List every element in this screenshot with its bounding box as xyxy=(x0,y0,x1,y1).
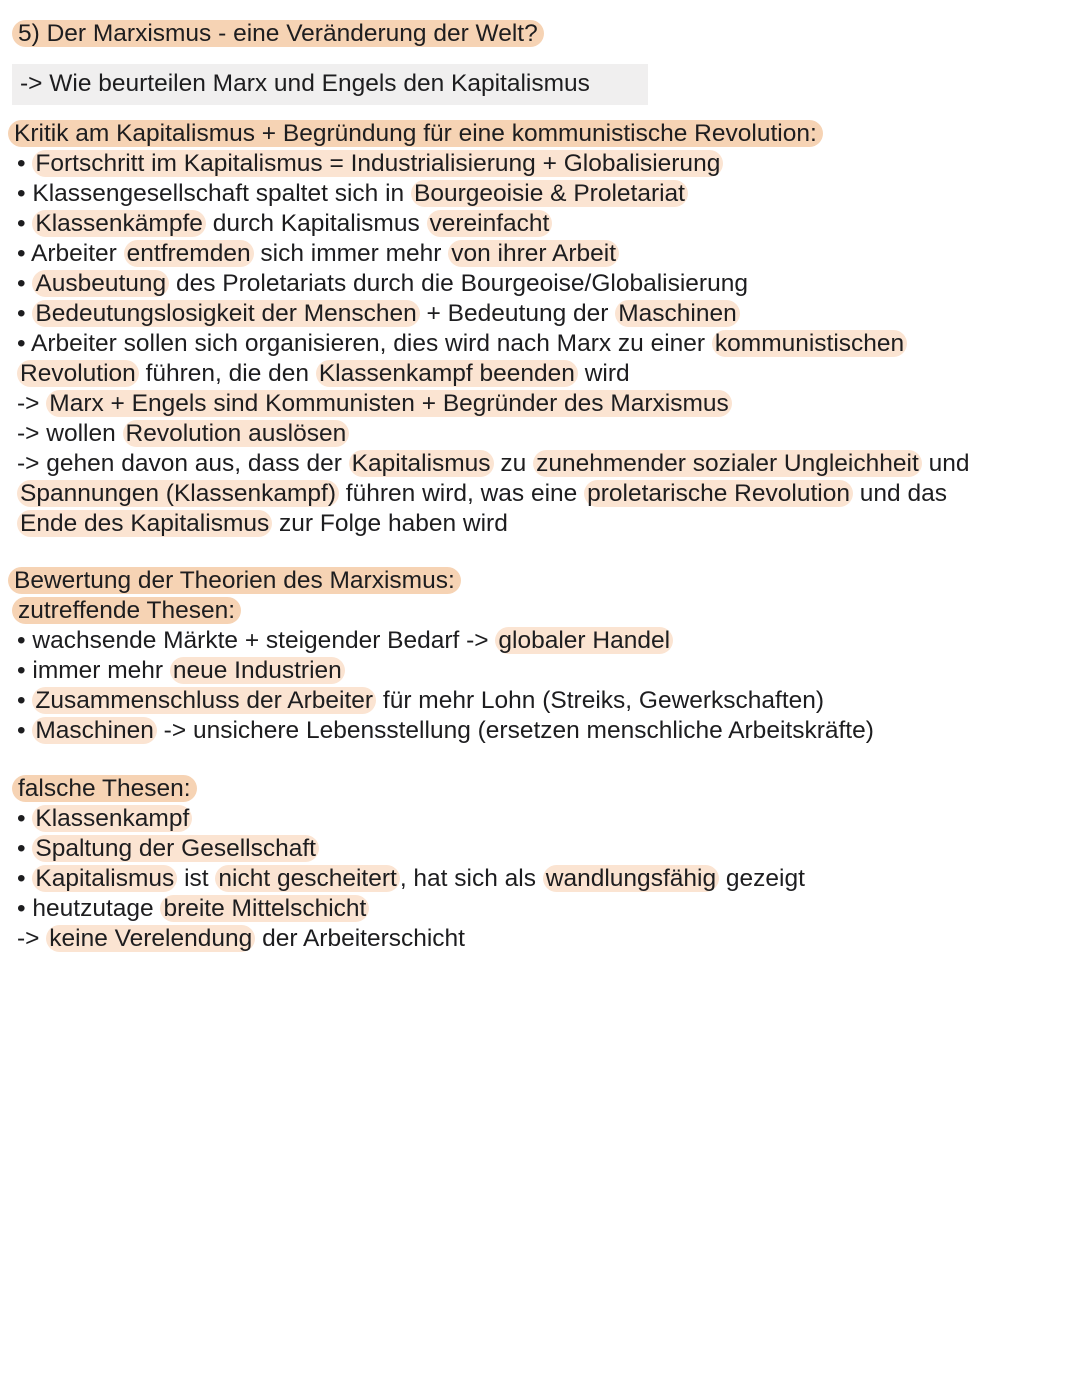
text-line xyxy=(17,329,907,359)
line-text: -> unsichere Lebensstellung (ersetzen menschliche Arbeitskräfte) xyxy=(156,717,874,744)
text-line xyxy=(17,359,630,389)
line-text: des Proletariats durch die Bourgeoise/Globalisierung xyxy=(169,270,748,297)
highlighted-text: Klassenkämpfe xyxy=(32,210,206,237)
highlighted-text: Kapitalismus xyxy=(32,865,177,892)
line-text: führen, die den xyxy=(138,360,316,387)
line-text: zu xyxy=(493,450,534,477)
line-text: • xyxy=(17,865,33,892)
text-line xyxy=(17,894,369,924)
section3-heading: falsche Thesen: xyxy=(12,775,197,802)
line-text: • xyxy=(17,150,33,177)
text-line xyxy=(17,479,947,509)
line-text: • wachsende Märkte + steigender Bedarf -> xyxy=(17,627,496,654)
line-text: • xyxy=(17,805,33,832)
highlighted-text: zunehmender sozialer Ungleichheit xyxy=(533,450,922,477)
line-text: , hat sich als xyxy=(399,865,543,892)
highlighted-text: neue Industrien xyxy=(170,657,345,684)
line-text: + Bedeutung der xyxy=(419,300,616,327)
highlighted-text: Spannungen (Klassenkampf) xyxy=(17,480,339,507)
highlighted-text: Bourgeoisie & Proletariat xyxy=(411,180,688,207)
line-text: der Arbeiterschicht xyxy=(255,925,465,952)
highlighted-text: breite Mittelschicht xyxy=(160,895,369,922)
highlighted-text: keine Verelendung xyxy=(46,925,255,952)
line-text: gezeigt xyxy=(719,865,805,892)
line-text: wird xyxy=(577,360,630,387)
line-text: zur Folge haben wird xyxy=(272,510,508,537)
highlighted-text: Maschinen xyxy=(615,300,739,327)
section2-heading: Bewertung der Theorien des Marxismus: xyxy=(8,567,461,594)
text-line xyxy=(17,686,824,716)
line-text: • xyxy=(17,835,33,862)
text-line xyxy=(17,656,345,686)
text-line xyxy=(17,419,349,449)
text-line xyxy=(17,179,688,209)
text-line xyxy=(17,509,508,539)
line-text: führen wird, was eine xyxy=(338,480,585,507)
highlighted-text: Klassenkampf beenden xyxy=(316,360,578,387)
highlighted-text: vereinfacht xyxy=(427,210,553,237)
section2-subheading-line xyxy=(12,596,241,626)
text-line xyxy=(17,239,619,269)
highlighted-text: wandlungsfähig xyxy=(543,865,719,892)
section1-heading-line xyxy=(8,119,823,149)
line-text: • Arbeiter sollen sich organisieren, dies wird nach Marx zu einer xyxy=(17,330,712,357)
page-title-line xyxy=(12,19,544,49)
text-line xyxy=(17,269,748,299)
line-text: ist xyxy=(177,865,216,892)
highlighted-text: von ihrer Arbeit xyxy=(448,240,619,267)
line-text: -> wollen xyxy=(17,420,123,447)
highlighted-text: Kapitalismus xyxy=(349,450,494,477)
section3-heading-line xyxy=(12,774,197,804)
line-text: durch Kapitalismus xyxy=(205,210,427,237)
highlighted-text: nicht gescheitert xyxy=(215,865,399,892)
line-text: -> xyxy=(17,925,47,952)
text-line xyxy=(17,149,723,179)
line-text: • xyxy=(17,687,33,714)
text-line xyxy=(17,864,805,894)
line-text: -> gehen davon aus, dass der xyxy=(17,450,349,477)
text-line xyxy=(17,389,732,419)
line-text: für mehr Lohn (Streiks, Gewerkschaften) xyxy=(376,687,825,714)
text-line xyxy=(17,449,969,479)
highlighted-text: Revolution xyxy=(17,360,139,387)
text-line xyxy=(17,299,740,329)
question-line xyxy=(20,69,590,99)
highlighted-text: Ende des Kapitalismus xyxy=(17,510,272,537)
highlighted-text: Maschinen xyxy=(32,717,156,744)
line-text: und xyxy=(921,450,970,477)
page-title: 5) Der Marxismus - eine Veränderung der Welt? xyxy=(12,20,544,47)
highlighted-text: entfremden xyxy=(124,240,254,267)
text-line xyxy=(17,716,874,746)
line-text: • xyxy=(17,270,33,297)
line-text: • xyxy=(17,717,33,744)
highlighted-text: Zusammenschluss der Arbeiter xyxy=(32,687,376,714)
line-text: -> xyxy=(17,390,47,417)
highlighted-text: globaler Handel xyxy=(495,627,673,654)
text-line xyxy=(17,209,552,239)
line-text: • xyxy=(17,210,33,237)
highlighted-text: Marx + Engels sind Kommunisten + Begründer des Marxismus xyxy=(46,390,732,417)
text-line xyxy=(17,834,319,864)
highlighted-text: Fortschritt im Kapitalismus = Industrialisierung + Globalisierung xyxy=(32,150,723,177)
highlighted-text: Klassenkampf xyxy=(32,805,192,832)
text-line xyxy=(17,626,673,656)
highlighted-text: Revolution auslösen xyxy=(123,420,350,447)
text-line xyxy=(17,924,465,954)
highlighted-text: Ausbeutung xyxy=(32,270,169,297)
line-text: • heutzutage xyxy=(17,895,161,922)
line-text: • immer mehr xyxy=(17,657,170,684)
line-text: • Klassengesellschaft spaltet sich in xyxy=(17,180,411,207)
line-text: • Arbeiter xyxy=(17,240,124,267)
highlighted-text: kommunistischen xyxy=(712,330,907,357)
question-text: -> Wie beurteilen Marx und Engels den Kapitalismus xyxy=(20,70,590,97)
section1-heading: Kritik am Kapitalismus + Begründung für eine kommunistische Revolution: xyxy=(8,120,823,147)
highlighted-text: proletarische Revolution xyxy=(584,480,853,507)
line-text: und das xyxy=(852,480,947,507)
highlighted-text: Bedeutungslosigkeit der Menschen xyxy=(32,300,419,327)
line-text: sich immer mehr xyxy=(253,240,449,267)
highlighted-text: Spaltung der Gesellschaft xyxy=(32,835,319,862)
section2-heading-line xyxy=(8,566,461,596)
text-line xyxy=(17,804,192,834)
line-text: • xyxy=(17,300,33,327)
section2-subheading: zutreffende Thesen: xyxy=(12,597,241,624)
